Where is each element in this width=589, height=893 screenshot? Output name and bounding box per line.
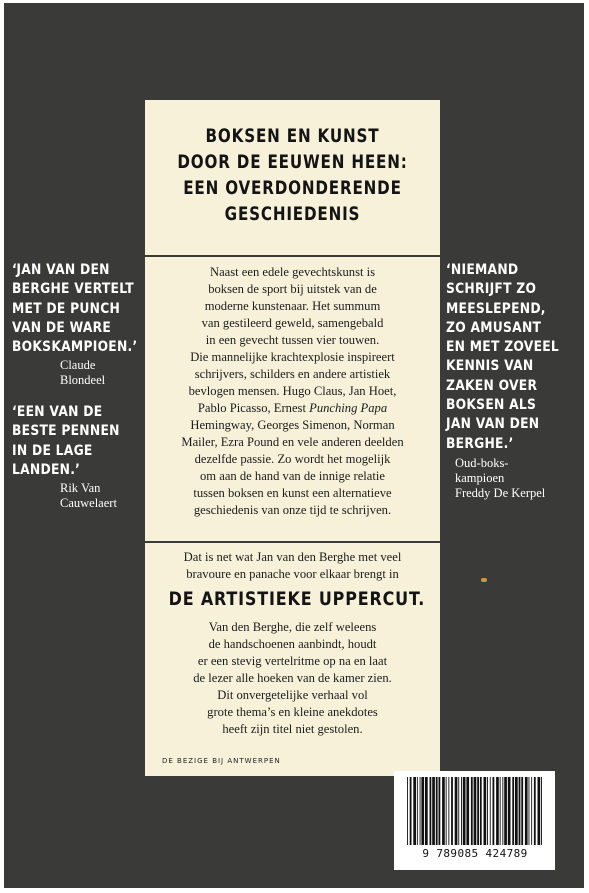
attribution-line: Freddy De Kerpel [455,486,546,500]
paper-speck [481,578,487,582]
paragraph-line: Mailer, Ezra Pound en vele anderen deelden [181,435,404,449]
attribution-line: Claude [60,358,96,372]
quote-line: BERGHE.’ [446,435,514,452]
attribution-line: Oud-boks- [455,456,509,470]
paragraph-line: er een stevig vertelritme op na en laat [197,654,388,668]
paragraph-line: de lezer alle hoeken van de kamer zien. [193,671,392,685]
paragraph-line: Dat is net wat Jan van den Berghe met veel [183,550,402,564]
publisher-name: DE BEZIGE BIJ ANTWERPEN [162,757,281,765]
second-paragraph-intro [151,549,434,583]
quote-line: KENNIS VAN [446,358,534,375]
quote-line: BERGHE VERTELT [12,281,134,298]
divider [145,541,440,543]
quote-left-1 [12,261,160,357]
divider [145,255,440,257]
attribution-line: Rik Van [60,481,101,495]
paragraph-line: Hemingway, Georges Simenon, Norman [190,418,395,432]
book-back-cover [4,3,584,888]
attribution-line: kampioen [455,471,505,485]
paragraph-line: boksen de sport bij uitstek van de [208,282,377,296]
paragraph-line: Van den Berghe, die zelf weleens [208,620,377,634]
paragraph-line: de handschoenen aanbindt, houdt [208,637,377,651]
paragraph-line: moderne kunstenaar. Het summum [204,299,381,313]
paragraph-line: bevlogen mensen. Hugo Claus, Jan Hoet, [188,384,397,398]
paragraph-line: Dit onvergetelijke verhaal vol [217,688,368,702]
barcode [394,771,555,870]
paragraph-line: bravoure en panache voor elkaar brengt in [186,567,399,581]
paragraph-line: grote thema’s en kleine anekdotes [207,705,378,719]
quote-line: LANDEN.’ [12,461,81,478]
paragraph-line: tussen boksen en kunst een alternatieve [193,486,392,500]
quote-line: ‘EEN VAN DE [12,404,103,420]
intro-paragraph [151,264,434,519]
quote-line: MEESLEPEND, [446,300,546,317]
text-panel [145,100,440,776]
quote-line: SCHRIJFT ZO [446,281,537,298]
paragraph-line: van gestileerd geweld, samengebald [201,316,384,330]
isbn-number: 9 789085 424789 [422,847,528,860]
paragraph-line: Die mannelijke krachtexplosie inspireert [190,350,395,364]
quote-line: BOKSKAMPIOEN.’ [12,339,138,356]
paragraph-line: geschiedenis van onze tijd te schrijven. [193,503,392,517]
barcode-bars [405,777,545,845]
second-paragraph [151,619,434,738]
quote-right [446,261,579,454]
attribution-line: Blondeel [60,373,106,387]
quote-line: BOKSEN ALS [446,397,537,414]
quote-line: IN DE LAGE [12,442,93,459]
quote-line: MET DE PUNCH [12,300,121,317]
quote-line: VAN DE WARE [12,319,112,336]
quote-line: EN MET ZOVEEL [446,339,560,356]
paragraph-line: in een gevecht tussen vier touwen. [205,333,380,347]
quote-line: BESTE PENNEN [12,423,120,440]
quote-left-2-attribution [60,481,117,511]
headline-line: GESCHIEDENIS [224,204,361,225]
book-title: DE ARTISTIEKE UPPERCUT. [168,588,426,610]
quote-right-attribution [455,456,545,501]
paragraph-line: dezelfde passie. Zo wordt het mogelijk [194,452,391,466]
paragraph-line: Pablo Picasso, Ernest Punching Papa [197,401,388,415]
quote-line: ‘JAN VAN DEN [12,262,110,278]
headline [172,124,414,228]
quote-line: ‘NIEMAND [446,262,519,278]
quote-line: ZO AMUSANT [446,319,542,336]
paragraph-line: schrijvers, schilders en andere artistiek [194,367,391,381]
quote-left-2 [12,403,139,480]
headline-line: EEN OVERDONDERENDE [183,178,402,199]
headline-line: DOOR DE EEUWEN HEEN: [177,152,408,173]
quote-left-1-attribution [60,358,105,388]
headline-line: BOKSEN EN KUNST [205,126,380,147]
paragraph-line: heeft zijn titel niet gestolen. [222,722,363,736]
attribution-line: Cauwelaert [60,496,117,510]
paragraph-line: om aan de hand van de innige relatie [200,469,385,483]
quote-line: ZAKEN OVER [446,377,538,394]
quote-line: JAN VAN DEN [446,416,540,433]
paragraph-line: Naast een edele gevechtskunst is [209,265,376,279]
